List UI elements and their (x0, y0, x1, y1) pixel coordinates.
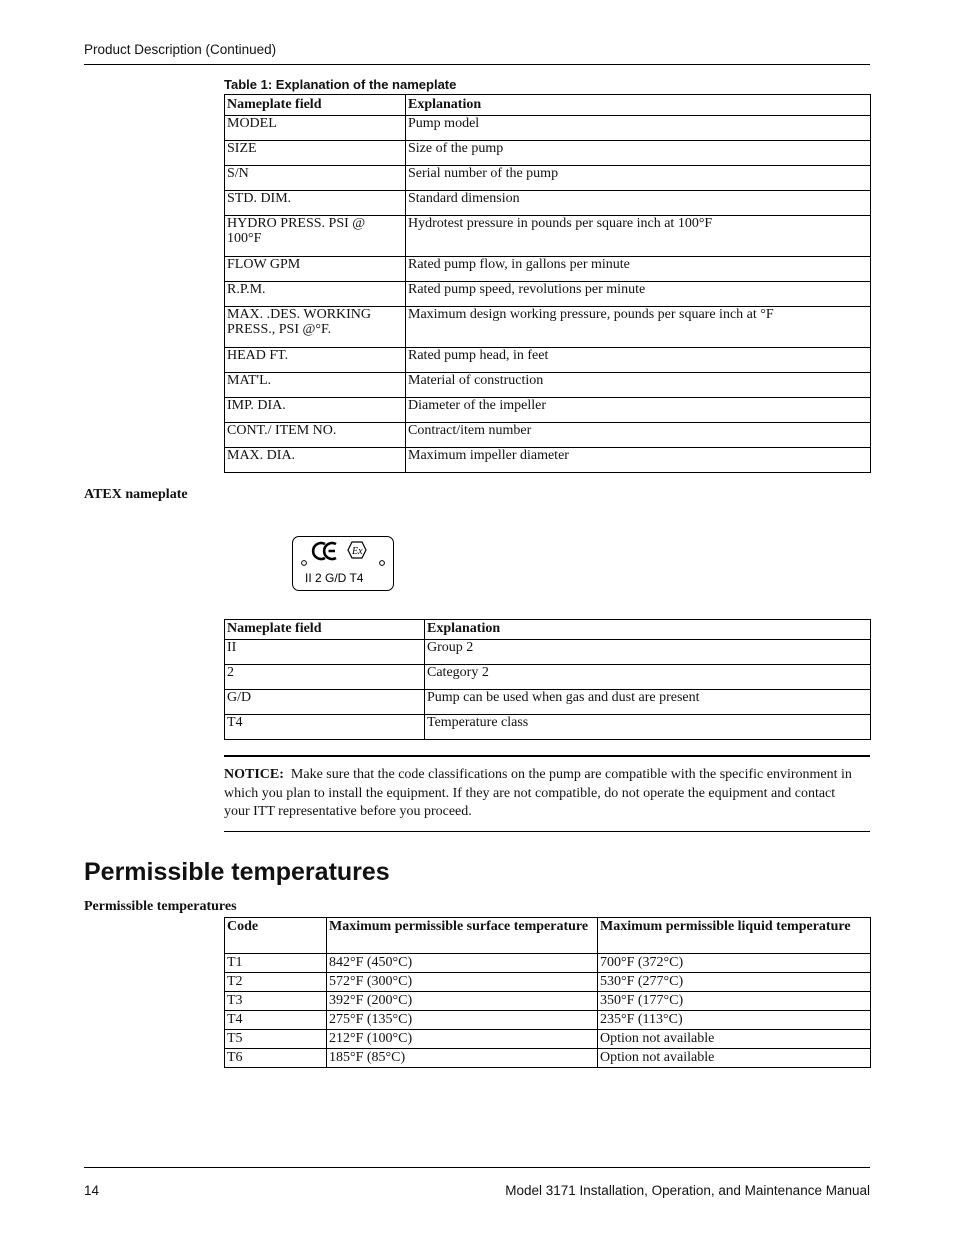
table-cell: T4 (225, 715, 425, 740)
table-cell: Category 2 (425, 665, 871, 690)
atex-nameplate-image (292, 536, 394, 591)
table-row (225, 1011, 871, 1030)
table-cell: SIZE (225, 141, 406, 166)
atex-marks-graphic (293, 537, 393, 590)
table-cell: R.P.M. (225, 282, 406, 307)
table-cell: Pump can be used when gas and dust are present (425, 690, 871, 715)
table-row (225, 715, 871, 740)
column-header: Explanation (406, 95, 871, 116)
table-cell: 530°F (277°C) (598, 973, 871, 992)
table-header-row (225, 620, 871, 640)
table-row (225, 116, 871, 141)
table-row (225, 1049, 871, 1068)
table-row (225, 423, 871, 448)
atex-explanation-table (224, 619, 871, 740)
notice-label: NOTICE: (224, 767, 284, 782)
mounting-hole-right-icon (380, 561, 385, 566)
table-cell: G/D (225, 690, 425, 715)
notice-block (224, 766, 854, 822)
table-cell: Maximum impeller diameter (406, 448, 871, 473)
table-row (225, 992, 871, 1011)
table-row (225, 665, 871, 690)
notice-text: Make sure that the code classifications on the pump are compatible with the specific environment in which you plan to install the equipment. If they are not compatible, do not operate the equipment and contact your ITT representative before you proceed. (224, 767, 852, 819)
table-row (225, 141, 871, 166)
table-cell: MAX. .DES. WORKING PRESS., PSI @°F. (225, 307, 406, 348)
table-cell: Rated pump flow, in gallons per minute (406, 257, 871, 282)
table-cell: Maximum design working pressure, pounds per square inch at °F (406, 307, 871, 348)
table-cell: Group 2 (425, 640, 871, 665)
table-cell: Standard dimension (406, 191, 871, 216)
table1-caption: Table 1: Explanation of the nameplate (224, 77, 457, 92)
table-cell: T2 (225, 973, 327, 992)
table-cell: STD. DIM. (225, 191, 406, 216)
table-cell: 572°F (300°C) (327, 973, 598, 992)
table-row (225, 307, 871, 348)
nameplate-table (224, 94, 871, 473)
table-cell: 842°F (450°C) (327, 954, 598, 973)
table-cell: T4 (225, 1011, 327, 1030)
table-cell: Rated pump speed, revolutions per minute (406, 282, 871, 307)
footer-rule (84, 1167, 870, 1168)
page-number: 14 (84, 1183, 100, 1198)
table-cell: 700°F (372°C) (598, 954, 871, 973)
table-cell: IMP. DIA. (225, 398, 406, 423)
table3-caption: Permissible temperatures (84, 899, 237, 914)
table-cell: Option not available (598, 1030, 871, 1049)
table-cell: Size of the pump (406, 141, 871, 166)
table-cell: T5 (225, 1030, 327, 1049)
table-row (225, 690, 871, 715)
column-header: Maximum permissible surface temperature (327, 918, 598, 954)
table-cell: 235°F (113°C) (598, 1011, 871, 1030)
table-cell: Contract/item number (406, 423, 871, 448)
table-cell: Temperature class (425, 715, 871, 740)
section-title: Permissible temperatures (84, 858, 390, 886)
running-header: Product Description (Continued) (84, 42, 277, 57)
table-cell: MAX. DIA. (225, 448, 406, 473)
column-header: Code (225, 918, 327, 954)
table-row (225, 348, 871, 373)
notice-top-rule (224, 755, 870, 757)
ce-mark-e (324, 543, 336, 559)
table-cell: Option not available (598, 1049, 871, 1068)
table-cell: 392°F (200°C) (327, 992, 598, 1011)
column-header: Maximum permissible liquid temperature (598, 918, 871, 954)
table-cell: 2 (225, 665, 425, 690)
table-row (225, 973, 871, 992)
notice-bottom-rule (224, 831, 870, 832)
table-cell: FLOW GPM (225, 257, 406, 282)
table-cell: HYDRO PRESS. PSI @ 100°F (225, 216, 406, 257)
table-row (225, 216, 871, 257)
table-cell: 212°F (100°C) (327, 1030, 598, 1049)
atex-label: ATEX nameplate (84, 487, 188, 502)
footer-manual-title: Model 3171 Installation, Operation, and Maintenance Manual (505, 1183, 870, 1198)
table-cell: Serial number of the pump (406, 166, 871, 191)
table-cell: HEAD FT. (225, 348, 406, 373)
table-cell: T6 (225, 1049, 327, 1068)
header-rule (84, 64, 870, 65)
table-cell: 275°F (135°C) (327, 1011, 598, 1030)
table-cell: MODEL (225, 116, 406, 141)
table-cell: S/N (225, 166, 406, 191)
table-row (225, 166, 871, 191)
table-cell: MAT'L. (225, 373, 406, 398)
atex-plate-code: II 2 G/D T4 (305, 571, 364, 585)
table-cell: Pump model (406, 116, 871, 141)
table-cell: Diameter of the impeller (406, 398, 871, 423)
column-header: Explanation (425, 620, 871, 640)
table-cell: Material of construction (406, 373, 871, 398)
column-header: Nameplate field (225, 95, 406, 116)
table-cell: T3 (225, 992, 327, 1011)
table-row (225, 191, 871, 216)
column-header: Nameplate field (225, 620, 425, 640)
table-cell: 350°F (177°C) (598, 992, 871, 1011)
table-cell: II (225, 640, 425, 665)
table-row (225, 373, 871, 398)
table-cell: CONT./ ITEM NO. (225, 423, 406, 448)
table-row (225, 398, 871, 423)
permissible-temperatures-table (224, 917, 871, 1068)
table-header-row (225, 918, 871, 954)
table-cell: Rated pump head, in feet (406, 348, 871, 373)
table-row (225, 282, 871, 307)
table-cell: Hydrotest pressure in pounds per square inch at 100°F (406, 216, 871, 257)
table-cell: 185°F (85°C) (327, 1049, 598, 1068)
table-row (225, 1030, 871, 1049)
table-cell: T1 (225, 954, 327, 973)
table-row (225, 640, 871, 665)
table-row (225, 257, 871, 282)
table-row (225, 954, 871, 973)
table-header-row (225, 95, 871, 116)
mounting-hole-left-icon (302, 561, 307, 566)
ex-hexagon-text: Ex (352, 546, 363, 557)
table-row (225, 448, 871, 473)
